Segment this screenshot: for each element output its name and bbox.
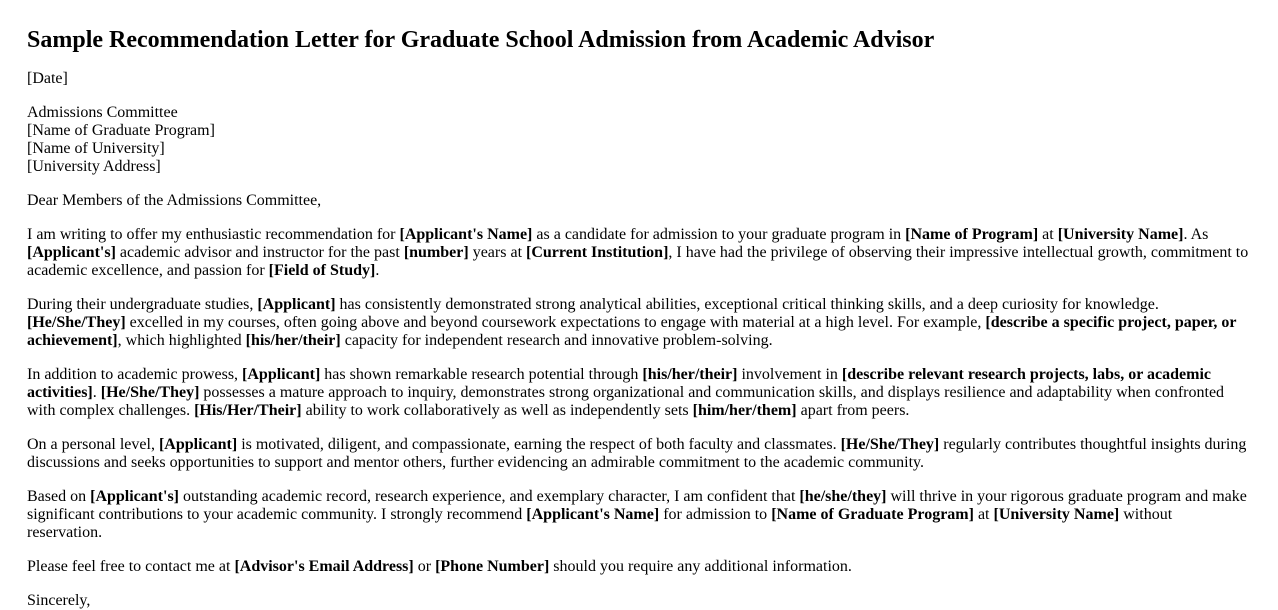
paragraph-contact-info: Please feel free to contact me at [Advisor's Email Address] or [Phone Number] should you require any additional information. <box>27 558 852 575</box>
recipient-address-block: Admissions Committee [Name of Graduate Program] [Name of University] [University Address] <box>27 104 215 175</box>
paragraph-personal-qualities: On a personal level, [Applicant] is motivated, diligent, and compassionate, earning the respect of both faculty and classmates. [He/She/They] regularly contributes thoughtful insights during discussions and seeks opportunities to support and mentor others, further evidencing an admirable commitment to the academic community. <box>27 436 1247 471</box>
paragraph-research-potential: In addition to academic prowess, [Applicant] has shown remarkable research potential through [his/her/their] involvement in [describe relevant research projects, labs, or academic activities]. [He/She/They] possesses a mature approach to inquiry, demonstrates strong organizational and communication skills, and displays resilience and adaptability when confronted with complex challenges. [His/Her/Their] ability to work collaboratively as well as independently sets [him/her/them] apart from peers. <box>27 366 1225 419</box>
page-title: Sample Recommendation Letter for Graduate School Admission from Academic Advisor <box>27 27 935 53</box>
paragraph-final-recommendation: Based on [Applicant's] outstanding academic record, research experience, and exemplary character, I am confident that [he/she/they] will thrive in your rigorous graduate program and make significant contributions to your academic community. I strongly recommend [Applicant's Name] for admission to [Name of Graduate Program] at [University Name] without reservation. <box>27 488 1247 541</box>
closing-line: Sincerely, <box>27 592 91 609</box>
salutation: Dear Members of the Admissions Committee, <box>27 192 322 209</box>
paragraph-academic-abilities: During their undergraduate studies, [Applicant] has consistently demonstrated strong analytical abilities, exceptional critical thinking skills, and a deep curiosity for knowledge. [He/She/They] excelled in my courses, often going above and beyond coursework expectations to engage with material at a high level. For example, [describe a specific project, paper, or achievement], which highlighted [his/her/their] capacity for independent research and innovative problem-solving. <box>27 296 1237 349</box>
paragraph-introduction: I am writing to offer my enthusiastic recommendation for [Applicant's Name] as a candidate for admission to your graduate program in [Name of Program] at [University Name]. As [Applicant's] academic advisor and instructor for the past [number] years at [Current Institution], I have had the privilege of observing their impressive intellectual growth, commitment to academic excellence, and passion for [Field of Study]. <box>27 226 1249 279</box>
date-placeholder-line: [Date] <box>27 70 68 87</box>
